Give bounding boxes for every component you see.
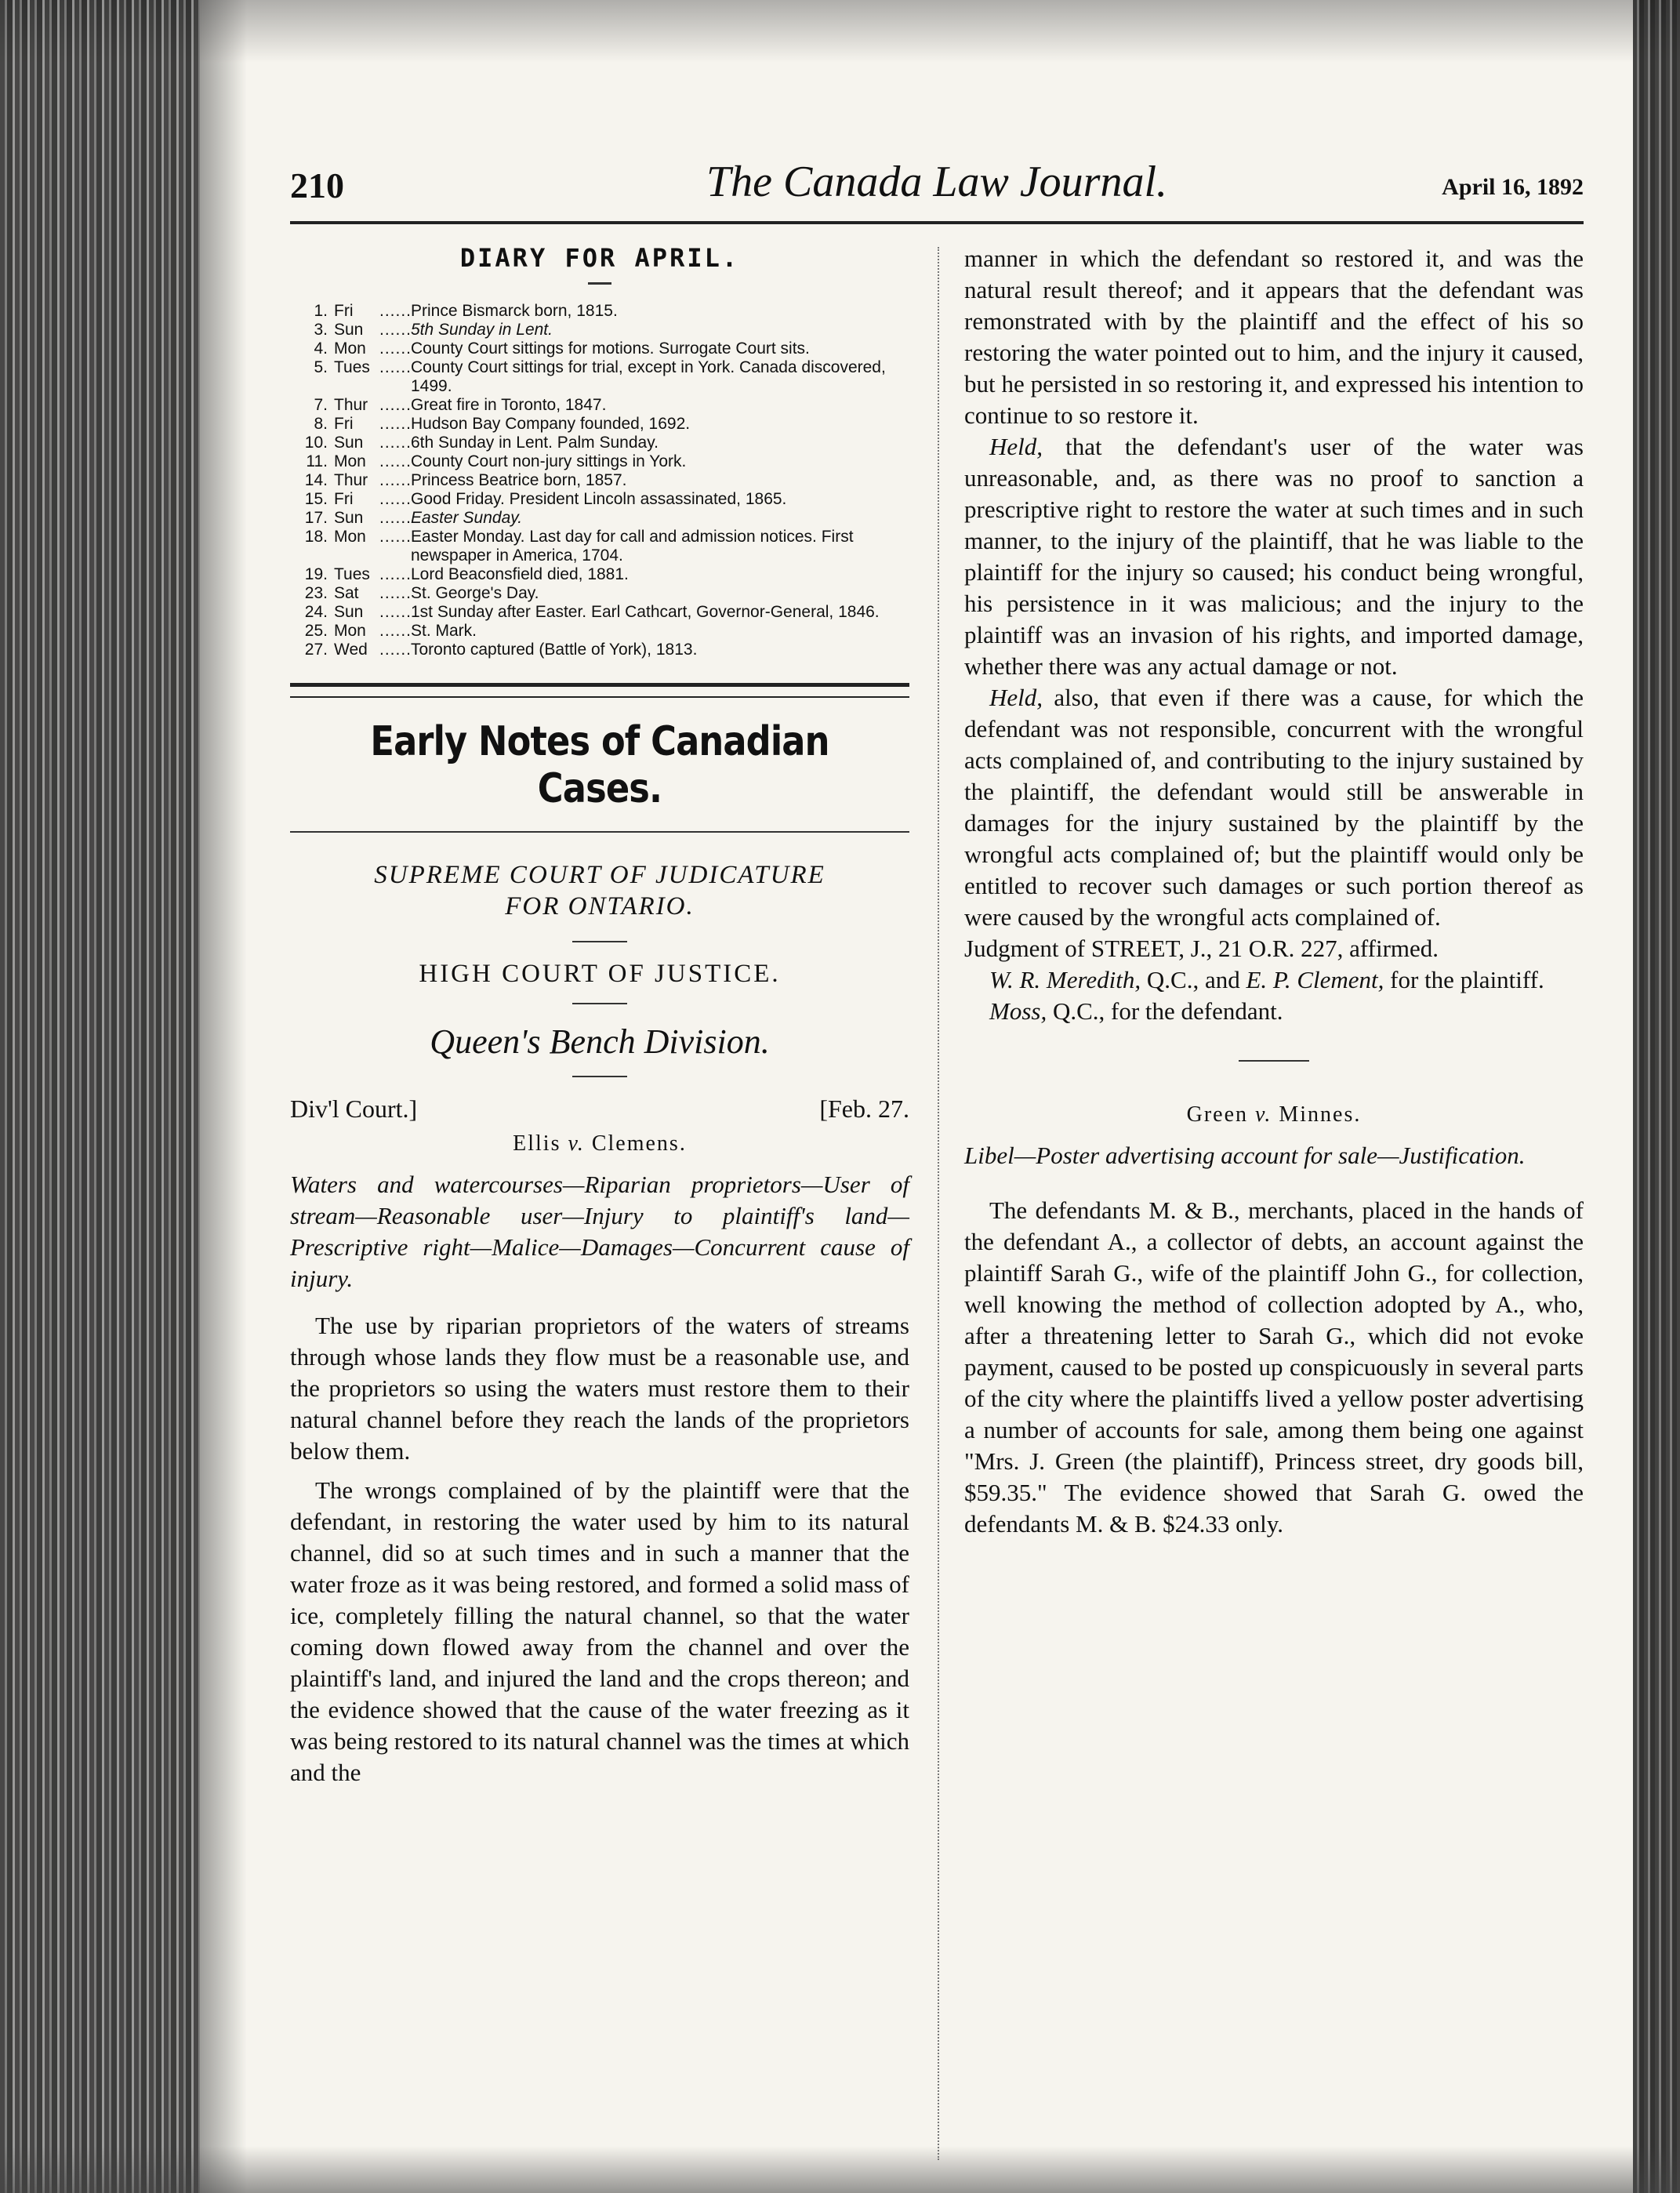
diary-entry [290,452,909,471]
column-divider [938,247,941,2160]
diary-weekday: Mon [334,528,366,546]
diary-day: 23. [304,584,328,602]
court-title-line-2: FOR ONTARIO. [505,892,695,920]
counsel-line [964,964,1584,996]
section-rule [290,831,909,833]
diary-entry [290,339,909,358]
case-headnote: Libel—Poster advertising account for sale—Justification. [964,1142,1526,1169]
header-rule [290,221,1584,224]
held-text: also, that even if there was a cause, for which the defendant was not responsible, concurrent with the wrongful acts complained of, and contributing to the injury sustained by the plaintiff, the defendant would still be answerable in damages for the injury sustained by the plaintiff by the wrongful acts complained of; but the plaintiff would only be entitled to recover such damages or such portion thereof as were caused by the wrongful acts complained of. [964,684,1584,931]
counsel-line [964,996,1584,1027]
diary-weekday: Fri [334,415,354,433]
judgment-line: Judgment of STREET, J., 21 O.R. 227, affirmed. [964,935,1439,962]
diary-entry [290,396,909,415]
diary-leader-dots: ...... [379,528,412,546]
case-party-a: Green [1186,1102,1249,1127]
paragraph-gap [964,1187,1584,1195]
diary-weekday: Tues [334,358,370,376]
diary-entry [290,490,909,509]
case-paragraph: The use by riparian proprietors of the waters of streams through whose lands they flow must be a reasonable use, and the proprietors so using the waters must restore them to their natural channel before they reach the lands of the proprietors below them. [290,1312,909,1465]
case-party-b: Minnes. [1279,1102,1362,1127]
diary-text: 1st Sunday after Easter. Earl Cathcart, Governor-General, 1846. [411,603,880,621]
right-column [964,243,1584,1540]
section-heading: Early Notes of Canadian Cases. [370,718,829,812]
diary-entry [290,622,909,641]
diary-day: 14. [304,471,328,489]
case-name [290,1131,909,1156]
diary-leader-dots: ...... [379,641,412,659]
court-sub-rule [572,1003,627,1004]
diary-day: 11. [306,452,328,470]
case-party-b: Clemens. [591,1131,687,1156]
diary-title: DIARY FOR APRIL. [459,243,740,273]
diary-text: Lord Beaconsfield died, 1881. [411,565,629,583]
diary-list [290,302,909,659]
diary-entry [290,509,909,528]
diary-text: Good Friday. President Lincoln assassinated, 1865. [411,490,787,508]
diary-entry [290,358,909,396]
diary-weekday: Thur [334,471,368,489]
diary-day: 10. [304,434,328,452]
held-lead: Held, [989,684,1043,711]
diary-day: 27. [304,641,328,659]
case-name [964,1102,1584,1127]
case-court: Div'l Court.] [290,1095,418,1123]
diary-entry [290,584,909,603]
diary-text: Easter Sunday. [411,509,523,527]
diary-leader-dots: ...... [379,584,412,602]
diary-day: 5. [314,358,328,376]
case-paragraph [964,431,1584,682]
diary-text: Prince Bismarck born, 1815. [411,302,618,320]
court-rule [572,941,627,942]
diary-text: St. George's Day. [411,584,539,602]
diary-leader-dots: ...... [379,302,412,320]
diary-leader-dots: ...... [379,622,412,640]
diary-text: County Court sittings for trial, except in York. Canada discovered, 1499. [411,358,886,395]
diary-text: Princess Beatrice born, 1857. [411,471,627,489]
diary-entry [290,302,909,321]
diary-entry [290,321,909,339]
diary-day: 3. [314,321,328,339]
diary-leader-dots: ...... [379,358,412,376]
case-headnote: Waters and watercourses—Riparian proprietors—User of stream—Reasonable user—Injury to plaintiff's land—Prescriptive right—Malice—Damages—Concurrent cause of injury. [290,1171,909,1292]
case-paragraph [964,682,1584,933]
counsel-text: Q.C., and [1141,966,1246,993]
court-title [290,859,909,922]
scan-binding-edge [0,0,200,2193]
counsel-name: Moss, [989,997,1047,1025]
diary-day: 17. [304,509,328,527]
diary-text: 5th Sunday in Lent. [411,321,553,339]
case-paragraph: manner in which the defendant so restored it, and was the natural result thereof; and it appears that the defendant was remonstrated with by the plaintiff and the effect of his so restoring the water pointed out to him, and the injury it caused, but he persisted in so restoring it, and expressed his intention to continue to so restore it. [964,245,1584,429]
diary-leader-dots: ...... [379,321,412,339]
issue-date: April 16, 1892 [1442,174,1584,200]
diary-weekday: Tues [334,565,370,583]
diary-weekday: Mon [334,622,366,640]
diary-leader-dots: ...... [379,490,412,508]
counsel-text: for the plaintiff. [1384,966,1544,993]
held-text: that the defendant's user of the water was unreasonable, and, as there was no proof to sanction a prescriptive right to restore the water at such times and in such manner, to the injury of the plaintiff, that he was liable to the plaintiff for the injury so caused; his conduct being wrongful, his persistence in it was malicious; and the injury to the plaintiff was an invasion of his rights, and imported damage, whether there was any actual damage or not. [964,433,1584,680]
diary-weekday: Thur [334,396,368,414]
diary-entry [290,641,909,659]
diary-weekday: Fri [334,302,354,320]
running-head [290,157,1584,212]
division-title: Queen's Bench Division. [430,1022,770,1061]
diary-entry [290,528,909,565]
counsel-name: W. R. Meredith, [989,966,1141,993]
diary-weekday: Wed [334,641,368,659]
diary-day: 7. [314,396,328,414]
court-title-line-1: SUPREME COURT OF JUDICATURE [374,861,825,889]
diary-entry [290,415,909,434]
diary-weekday: Mon [334,452,366,470]
left-column [290,243,909,1788]
case-paragraph: The defendants M. & B., merchants, placed in the hands of the defendant A., a collector of debts, an account against the plaintiff Sarah G., wife of the plaintiff John G., for collection, well knowing the method of collection adopted by A., who, after a threatening letter to Sarah G., which did not evoke payment, caused to be posted up conspicuously in several parts of the city where the plaintiffs lived a yellow poster advertising a number of accounts for sale, among them being one against "Mrs. J. Green (the plaintiff), Princess street, dry goods bill, $59.35." The evidence showed that Sarah G. owed the defendants M. & B. $24.33 only. [964,1196,1584,1538]
case-separator-rule [1239,1060,1309,1062]
diary-leader-dots: ...... [379,471,412,489]
case-party-a: Ellis [513,1131,561,1156]
diary-day: 15. [304,490,328,508]
case-paragraph: The wrongs complained of by the plaintiff were that the defendant, in restoring the water used by him to its natural channel, did so at such times and in such a manner that the water froze as it was being restored, and formed a solid mass of ice, completely filling the natural channel, so that the water coming down flowed away from the channel and over the plaintiff's land, and injured the land and the crops thereon; and the evidence showed that the cause of the water freezing as it was being restored to its natural channel was the times at which and the [290,1476,909,1786]
diary-leader-dots: ...... [379,396,412,414]
diary-weekday: Sun [334,603,364,621]
journal-page [290,149,1584,2156]
diary-leader-dots: ...... [379,339,412,358]
counsel-text: Q.C., for the defendant. [1047,997,1283,1025]
diary-weekday: Sun [334,509,364,527]
diary-dash [588,282,611,285]
diary-day: 1. [314,302,328,320]
diary-text: Hudson Bay Company founded, 1692. [411,415,691,433]
diary-leader-dots: ...... [379,452,412,470]
case-citation-line [290,1095,909,1124]
held-lead: Held, [989,433,1043,460]
section-double-rule [290,683,909,698]
diary-entry [290,603,909,622]
division-rule [572,1076,627,1077]
diary-day: 4. [314,339,328,358]
scan-edge-right [1633,0,1680,2193]
counsel-name: E. P. Clement, [1246,966,1384,993]
diary-weekday: Sat [334,584,359,602]
diary-weekday: Sun [334,434,364,452]
case-versus: v. [1255,1102,1272,1127]
diary-day: 19. [304,565,328,583]
scan-shadow-top [0,0,1680,63]
diary-entry [290,565,909,584]
diary-weekday: Sun [334,321,364,339]
page-number: 210 [290,165,344,205]
diary-text: St. Mark. [411,622,477,640]
diary-leader-dots: ...... [379,434,412,452]
diary-weekday: Mon [334,339,366,358]
diary-leader-dots: ...... [379,509,412,527]
diary-leader-dots: ...... [379,415,412,433]
diary-day: 8. [314,415,328,433]
diary-text: Great fire in Toronto, 1847. [411,396,607,414]
diary-entry [290,471,909,490]
diary-text: Easter Monday. Last day for call and admission notices. First newspaper in America, 1704. [411,528,854,565]
diary-text: County Court non-jury sittings in York. [411,452,687,470]
diary-day: 25. [304,622,328,640]
diary-day: 18. [304,528,328,546]
case-date: [Feb. 27. [819,1095,909,1123]
case-versus: v. [568,1131,585,1156]
diary-leader-dots: ...... [379,603,412,621]
diary-text: 6th Sunday in Lent. Palm Sunday. [411,434,659,452]
diary-entry [290,434,909,452]
diary-text: Toronto captured (Battle of York), 1813. [411,641,698,659]
diary-leader-dots: ...... [379,565,412,583]
diary-day: 24. [304,603,328,621]
paragraph-gap [290,1467,909,1475]
court-subtitle: HIGH COURT OF JUSTICE. [419,960,781,988]
diary-text: County Court sittings for motions. Surrogate Court sits. [411,339,810,358]
journal-title: The Canada Law Journal. [706,158,1168,206]
diary-weekday: Fri [334,490,354,508]
